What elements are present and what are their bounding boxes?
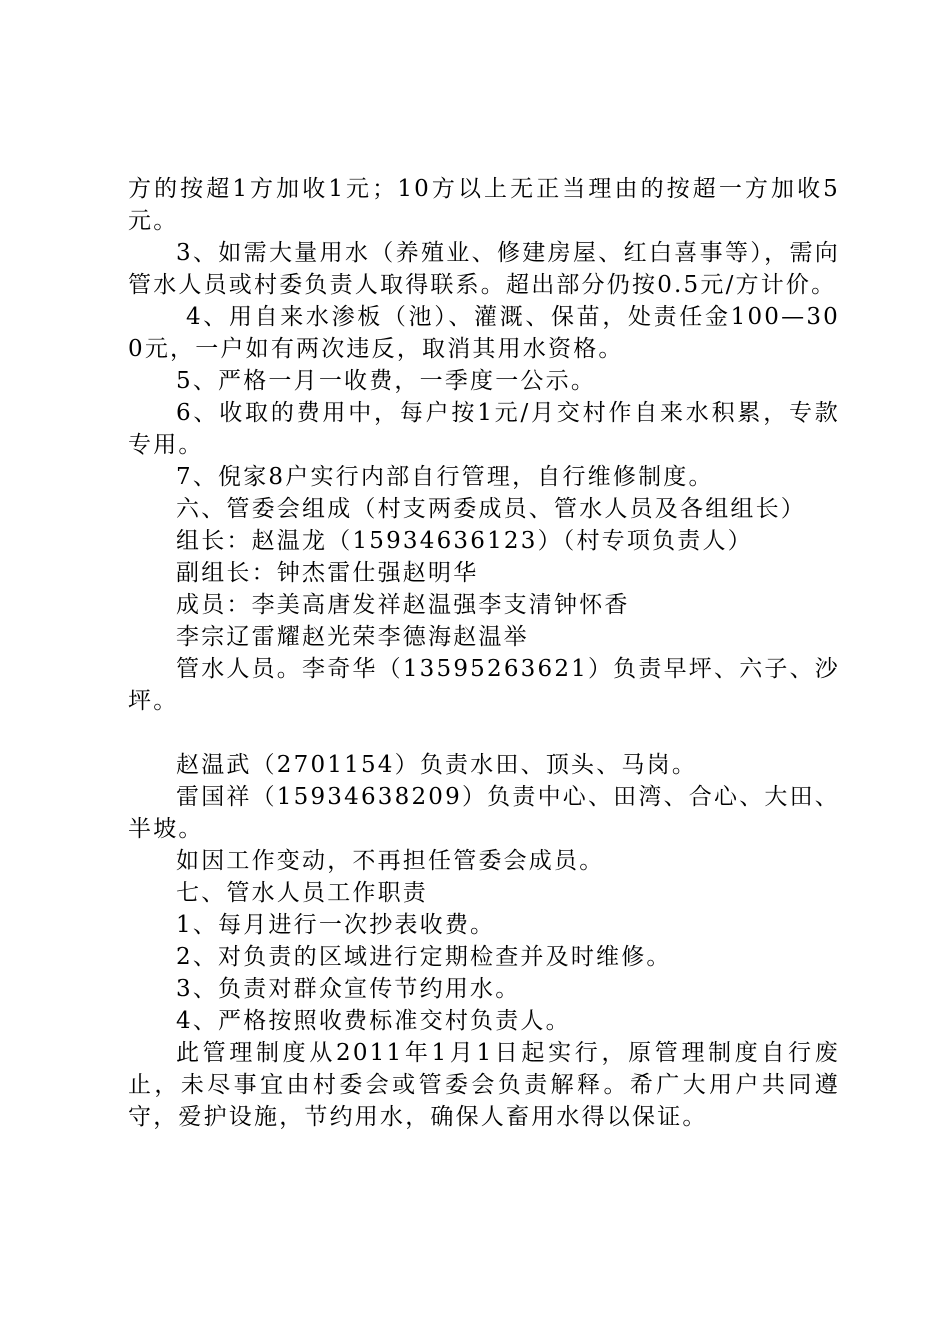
committee-deputy-leaders: 副组长：钟杰雷仕强赵明华 xyxy=(176,560,479,586)
water-manager-1: 管水人员。李奇华（13595263621）负责早坪、六子、沙坪。 xyxy=(128,656,840,714)
closing-paragraph: 此管理制度从2011年1月1日起实行，原管理制度自行废止，未尽事宜由村委会或管委会负责解释。希广大用户共同遵守，爱护设施，节约用水，确保人畜用水得以保证。 xyxy=(128,1040,840,1130)
duty-item-1: 1、每月进行一次抄表收费。 xyxy=(176,912,496,938)
paragraph-item-5: 5、严格一月一收费，一季度一公示。 xyxy=(176,368,597,394)
water-manager-2: 赵温武（2701154）负责水田、顶头、马岗。 xyxy=(176,752,698,778)
paragraph-item-7: 7、倪家8户实行内部自行管理，自行维修制度。 xyxy=(176,464,714,490)
committee-members-continued: 李宗辽雷耀赵光荣李德海赵温举 xyxy=(176,624,529,650)
paragraph-continuation: 方的按超1方加收1元；10方以上无正当理由的按超一方加收5元。 xyxy=(128,176,840,234)
document-body xyxy=(128,173,840,1133)
blank-line xyxy=(128,717,840,749)
paragraph-item-4: 4、用自来水渗板（池）、灌溉、保苗，处责任金100—300元，一户如有两次违反，取消其用水资格。 xyxy=(128,304,840,362)
paragraph-item-3: 3、如需大量用水（养殖业、修建房屋、红白喜事等），需向管水人员或村委负责人取得联系。超出部分仍按0.5元/方计价。 xyxy=(128,240,840,298)
committee-leader: 组长：赵温龙（15934636123）（村专项负责人） xyxy=(176,528,753,554)
duty-item-4: 4、严格按照收费标准交村负责人。 xyxy=(176,1008,571,1034)
water-manager-3: 雷国祥（15934638209）负责中心、田湾、合心、大田、半坡。 xyxy=(128,784,840,842)
duty-item-2: 2、对负责的区域进行定期检查并及时维修。 xyxy=(176,944,672,970)
section-heading-7: 七、管水人员工作职责 xyxy=(176,880,428,906)
membership-note: 如因工作变动，不再担任管委会成员。 xyxy=(176,848,605,874)
paragraph-item-6: 6、收取的费用中，每户按1元/月交村作自来水积累，专款专用。 xyxy=(128,400,840,458)
duty-item-3: 3、负责对群众宣传节约用水。 xyxy=(176,976,521,1002)
committee-members: 成员：李美高唐发祥赵温强李支清钟怀香 xyxy=(176,592,630,618)
section-heading-6: 六、管委会组成（村支两委成员、管水人员及各组组长） xyxy=(176,496,806,522)
